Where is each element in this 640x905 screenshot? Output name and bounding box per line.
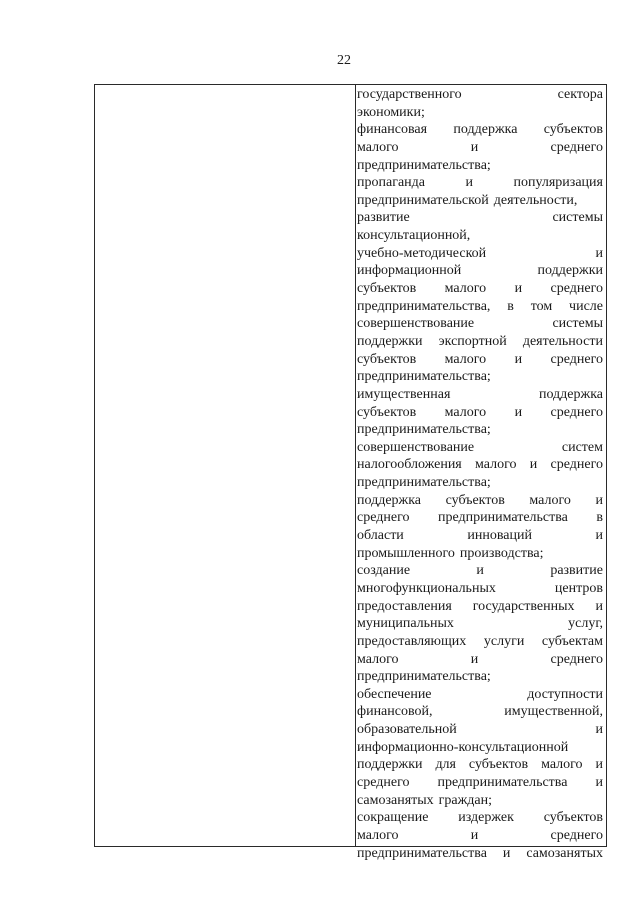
text-word: субъектов xyxy=(543,810,603,826)
text-word: предпринимательства; xyxy=(357,475,491,491)
text-word: среднего xyxy=(550,351,603,367)
text-word: самозанятых xyxy=(526,845,603,861)
text-word: области xyxy=(357,528,404,544)
text-line xyxy=(357,739,603,757)
text-word: поддержки xyxy=(537,263,603,279)
text-word: финансовой, xyxy=(357,704,433,720)
text-word: экспортной xyxy=(438,333,507,349)
text-word: среднего xyxy=(550,651,603,667)
text-word: экономики; xyxy=(357,104,425,120)
text-word: в xyxy=(596,510,603,526)
text-word: многофункциональных xyxy=(357,580,496,596)
text-word: малого xyxy=(541,757,583,773)
text-line xyxy=(357,615,603,633)
table-left-cell xyxy=(95,85,355,846)
text-word: и xyxy=(470,139,479,155)
text-line xyxy=(357,298,603,316)
text-word: малого xyxy=(357,651,399,667)
text-line xyxy=(357,262,603,280)
text-word: услуг, xyxy=(568,616,603,632)
text-word: том xyxy=(530,298,553,314)
text-line xyxy=(357,86,603,104)
text-word: сектора xyxy=(557,87,603,102)
text-word: среднего xyxy=(550,827,603,843)
text-word: среднего xyxy=(550,457,603,473)
text-word: и xyxy=(595,492,603,508)
text-line xyxy=(357,845,603,863)
text-word: субъектов xyxy=(543,122,603,138)
text-word: предпринимательства; xyxy=(357,422,491,438)
text-word: субъектов xyxy=(468,757,529,773)
text-word: совершенствование xyxy=(357,439,475,455)
text-word: и xyxy=(514,351,523,367)
text-word: и xyxy=(595,757,603,773)
text-word: развитие xyxy=(357,210,410,226)
text-line xyxy=(357,192,603,210)
text-line xyxy=(357,104,603,122)
text-line xyxy=(357,686,603,704)
text-word: информационно-консультационной xyxy=(357,739,569,755)
text-word: среднего xyxy=(357,510,410,526)
text-word: налогообложения xyxy=(357,457,462,473)
text-line xyxy=(357,703,603,721)
text-word: финансовая xyxy=(357,122,428,138)
text-word: и xyxy=(470,651,479,667)
text-word: центров xyxy=(554,580,603,596)
text-word: и xyxy=(514,404,523,420)
text-word: учебно-методической xyxy=(357,245,487,261)
text-word: предпринимательства; xyxy=(357,157,491,173)
text-line xyxy=(357,351,603,369)
text-word: среднего xyxy=(550,139,603,155)
text-line xyxy=(357,157,603,175)
text-word: поддержка xyxy=(453,122,518,138)
text-word: и xyxy=(502,845,511,861)
text-word: образовательной xyxy=(357,722,457,738)
text-word: консультационной, xyxy=(357,228,471,244)
text-line xyxy=(357,721,603,739)
text-word: и xyxy=(595,528,603,544)
text-word: числе xyxy=(569,298,603,314)
continuation-table xyxy=(94,84,607,861)
text-word: среднего xyxy=(550,281,603,297)
text-word: субъектов xyxy=(357,404,417,420)
text-word: субъектов xyxy=(357,281,417,297)
text-word: поддержки xyxy=(357,757,423,773)
text-line xyxy=(357,509,603,527)
text-word: субъектов xyxy=(445,492,505,508)
text-word: государственных xyxy=(472,598,575,614)
text-word: предпринимательства; xyxy=(357,669,491,685)
text-word: поддержка xyxy=(357,492,422,508)
text-word: малого xyxy=(475,457,517,473)
text-word: малого xyxy=(444,351,487,367)
text-word: и xyxy=(595,722,603,738)
page-number: 22 xyxy=(337,53,351,68)
text-line xyxy=(357,774,603,792)
text-word: среднего xyxy=(550,404,603,420)
column-divider xyxy=(355,85,356,846)
text-word: имущественная xyxy=(357,386,451,402)
text-word: системы xyxy=(552,210,603,226)
text-word: предпринимательства, xyxy=(357,298,491,314)
text-word: создание xyxy=(357,563,411,579)
text-word: развитие xyxy=(550,563,603,579)
text-word: предпринимательства xyxy=(357,845,487,861)
text-word: поддержки xyxy=(357,333,423,349)
text-word: деятельности xyxy=(522,333,603,349)
text-word: государственного xyxy=(357,87,462,102)
text-line xyxy=(357,209,603,227)
text-word: деятельности, xyxy=(493,192,578,208)
text-line xyxy=(357,651,603,669)
text-word: сокращение xyxy=(357,810,429,826)
text-word: пропаганда xyxy=(357,175,425,191)
table-right-cell xyxy=(357,86,603,861)
text-word: имущественной, xyxy=(504,704,603,720)
text-word: субъектов xyxy=(357,351,417,367)
text-line xyxy=(357,633,603,651)
text-word: информационной xyxy=(357,263,462,279)
text-word: и xyxy=(529,457,538,473)
text-line xyxy=(357,421,603,439)
text-word: и xyxy=(595,774,603,790)
text-word: и xyxy=(470,827,479,843)
text-word: малого xyxy=(357,139,399,155)
text-word: предпринимательства xyxy=(437,774,568,790)
text-word: и xyxy=(595,598,603,614)
text-line xyxy=(357,545,603,563)
text-word: субъектам xyxy=(541,633,603,649)
text-word: системы xyxy=(552,316,603,332)
text-word: и xyxy=(465,175,473,191)
text-word: систем xyxy=(561,439,603,455)
text-word: обеспечение xyxy=(357,686,432,702)
text-line xyxy=(357,439,603,457)
text-line xyxy=(357,245,603,263)
text-line xyxy=(357,139,603,157)
text-line xyxy=(357,227,603,245)
text-line xyxy=(357,527,603,545)
text-line xyxy=(357,456,603,474)
text-word: промышленного xyxy=(357,545,455,561)
text-word: предоставляющих xyxy=(357,633,467,649)
text-word: услуги xyxy=(483,633,525,649)
text-word: муниципальных xyxy=(357,616,454,632)
text-word: издержек xyxy=(458,810,514,826)
text-word: в xyxy=(507,298,514,314)
text-word: инноваций xyxy=(467,528,532,544)
text-word: среднего xyxy=(357,774,410,790)
text-line xyxy=(357,562,603,580)
text-line xyxy=(357,492,603,510)
text-word: для xyxy=(435,757,456,773)
text-word: и xyxy=(514,281,523,297)
text-word: производства; xyxy=(459,545,544,561)
text-word: малого xyxy=(529,492,571,508)
text-word: и xyxy=(595,245,603,261)
text-line xyxy=(357,756,603,774)
text-word: и xyxy=(476,563,484,579)
text-line xyxy=(357,668,603,686)
text-word: предпринимательской xyxy=(357,192,489,208)
text-line xyxy=(357,827,603,845)
text-line xyxy=(357,580,603,598)
text-word: совершенствование xyxy=(357,316,475,332)
text-word: доступности xyxy=(527,686,603,702)
text-word: малого xyxy=(444,281,487,297)
text-line xyxy=(357,121,603,139)
text-line xyxy=(357,404,603,422)
text-line xyxy=(357,333,603,351)
text-word: предпринимательства; xyxy=(357,369,491,385)
text-line xyxy=(357,809,603,827)
text-line xyxy=(357,474,603,492)
text-word: самозанятых xyxy=(357,792,434,808)
text-line xyxy=(357,174,603,192)
text-word: поддержка xyxy=(538,386,603,402)
text-word: граждан; xyxy=(438,792,493,808)
text-line xyxy=(357,792,603,810)
text-word: предпринимательства xyxy=(437,510,568,526)
text-line xyxy=(357,315,603,333)
text-word: малого xyxy=(357,827,399,843)
text-word: популяризация xyxy=(513,175,603,191)
text-line xyxy=(357,280,603,298)
text-word: предоставления xyxy=(357,598,452,614)
text-line xyxy=(357,368,603,386)
text-line xyxy=(357,598,603,616)
text-word: малого xyxy=(444,404,487,420)
text-line xyxy=(357,386,603,404)
